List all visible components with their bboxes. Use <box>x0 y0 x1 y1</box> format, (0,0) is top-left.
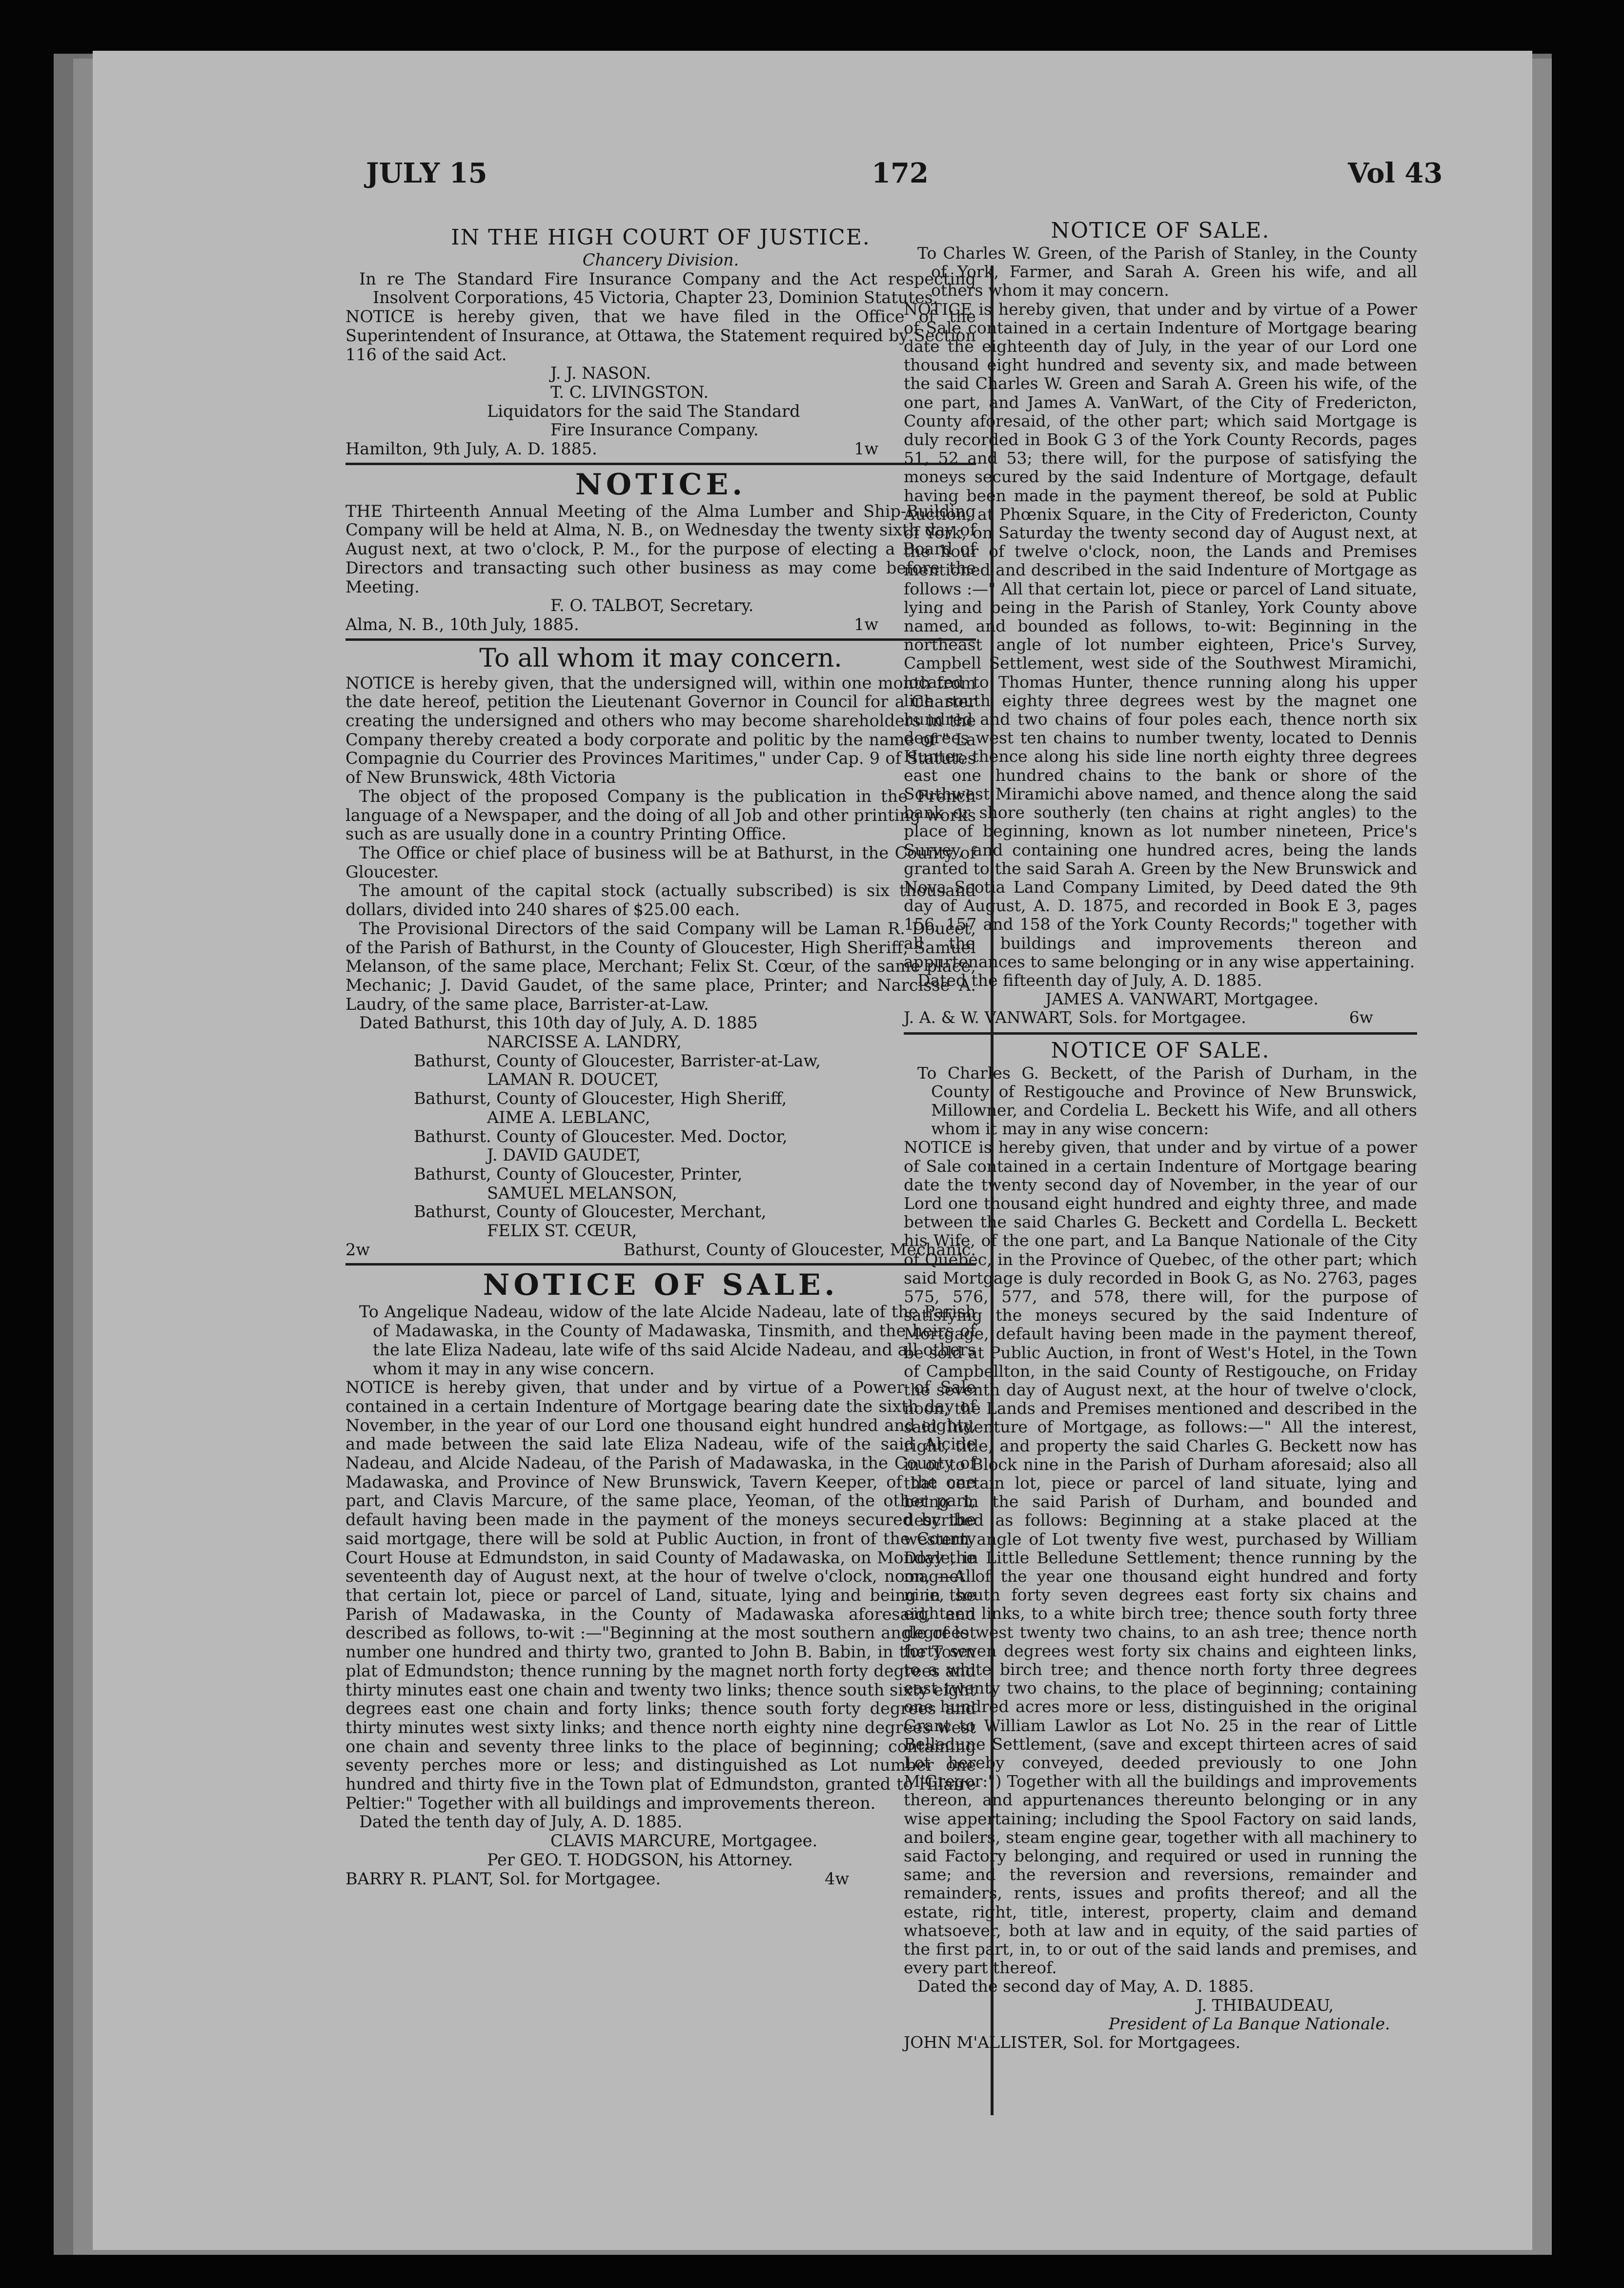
concern-name-4: J. DAVID GAUDET, <box>487 1145 641 1165</box>
concern-p2: The object of the proposed Company is the publication in the French language of a Newspaper, and the doing of all Job and other printing works such as are usually done in a country Printing Office. <box>345 786 976 844</box>
green-solicitor: J. A. & W. VANWART, Sols. for Mortgagee. <box>904 1008 1246 1027</box>
green-tag: 6w <box>1349 1008 1373 1027</box>
concern-p5: The Provisional Directors of the said Company will be Laman R. Doucet, of the Parish of Bathurst, in the County of Gloucester, High Sheriff; Samuel Melanson, of the same place, Merchant; Felix St. Cœur, of the same place, Mechanic; J. David Gaudet, of the same place, Printer; and Narcisse A. Laudry, of the same place, Barrister-at-Law. <box>345 919 976 1014</box>
rule-2 <box>345 638 976 641</box>
concern-desc-4: Bathurst, County of Gloucester, Printer, <box>414 1164 743 1184</box>
beckett-dated: Dated the second day of May, A. D. 1885. <box>917 1977 1254 1996</box>
notice-to-all-concern <box>345 643 976 1260</box>
concern-desc-6: Bathurst, County of Gloucester, Mechanic. <box>623 1240 976 1259</box>
alma-tag: 1w <box>854 614 878 634</box>
alma-dated: Alma, N. B., 10th July, 1885. <box>345 614 579 634</box>
nadeau-solicitor: BARRY R. PLANT, Sol. for Mortgagee. <box>345 1869 661 1888</box>
high-court-company: Fire Insurance Company. <box>550 420 759 440</box>
beckett-to: To Charles G. Beckett, of the Parish of Durham, in the County of Restigouche and Province of New Brunswick, Millowner, and Cordelia L. Beckett his Wife, and all others whom it may in any wise concern: <box>917 1063 1417 1139</box>
header-volume: Vol 43 <box>1348 157 1443 189</box>
header-date: JULY 15 <box>366 157 487 189</box>
nadeau-tag: 4w <box>825 1869 849 1888</box>
green-sol-row <box>904 1008 1417 1027</box>
nadeau-dated: Dated the tenth day of July, A. D. 1885. <box>359 1812 683 1832</box>
high-court-dated-row <box>345 440 976 459</box>
rule-1 <box>345 463 976 465</box>
nadeau-to: To Angelique Nadeau, widow of the late Alcide Nadeau, late of the Parish of Madawaska, in the County of Madawaska, Tinsmith, and the heirs of the late Eliza Nadeau, late wife of ths said Alcide Nadeau, and all others whom it may in any wise concern. <box>359 1302 976 1378</box>
beckett-solicitor: JOHN M'ALLISTER, Sol. for Mortgagees. <box>904 2033 1240 2052</box>
notice-sale-green <box>904 218 1417 1027</box>
beckett-body: NOTICE is hereby given, that under and by virtue of a power of Sale contained in a certain Indenture of Mortgage bearing date the twenty second day of November, in the year of our Lord one thousand eight hundred and eighty three, and made between the said Charles G. Beckett and Cordella L. Beckett his Wife, of the one part, and La Banque Nationale of the City of Quebec, in the Province of Quebec, of the other part; which said Mortgage is duly recorded in Book G, as No. 2763, pages 575, 576, 577, and 578, there will, for the purpose of satisfying the moneys secured by the said Indenture of Mortgage, default having been made in the payment thereof, be sold at Public Auction, in front of West's Hotel, in the Town of Campbellton, in the said County of Restigouche, on Friday the seventh day of August next, at the hour of twelve o'clock, noon, the Lands and Premises mentioned and described in the said Indenture of Mortgage, as follows:—" All the interest, right, title, and property the said Charles G. Beckett now has in or to Block nine in the Parish of Durham aforesaid; also all that certain lot, piece or parcel of land situate, lying and being in the said Parish of Durham, and bounded and described as follows: Beginning at a stake placed at the western angle of Lot twenty five west, purchased by William Doyle, in Little Belledune Settlement; thence running by the magnet of the year one thousand eight hundred and forty nine, south forty seven degrees east forty six chains and eighteen links, to a white birch tree; thence south forty three degrees west twenty two chains, to an ash tree; thence north forty seven degrees west forty six chains and eighteen links, to a white birch tree; and thence north forty three degrees east twenty two chains, to the place of beginning; containing one hundred acres more or less, distinguished in the original Grant to William Lawlor as Lot No. 25 in the rear of Little Belledune Settlement, (save and except thirteen acres of said Lot hereby conveyed, deeded previously to one John M'Gregor:") Together with all the buildings and improvements thereon, and appurtenances thereunto belonging or in any wise appertaining; including the Spool Factory on said lands, and boilers, steam engine gear, together with all machinery to said Factory belonging, and required or used in running the same; and the reversion and reversions, remainder and remainders, rents, issues and profits thereof; and all the estate, right, title, interest, property, claim and demand whatsoever, both at law and in equity, of the said parties of the first part, in, to or out of the said lands and premises, and every part thereof. <box>904 1138 1417 1978</box>
newspaper-page <box>93 51 1532 2250</box>
right-column <box>904 218 1417 2052</box>
green-to: To Charles W. Green, of the Parish of Stanley, in the County of York, Farmer, and Sarah A. Green his wife, and all others whom it may concern. <box>917 244 1417 300</box>
concern-name-2: LAMAN R. DOUCET, <box>487 1070 659 1089</box>
high-court-heading: IN THE HIGH COURT OF JUSTICE. <box>451 225 871 250</box>
concern-desc-2: Bathurst, County of Gloucester, High Sheriff, <box>414 1089 787 1108</box>
concern-tag: 2w <box>345 1240 370 1259</box>
concern-name-5: SAMUEL MELANSON, <box>487 1183 677 1203</box>
notice-high-court <box>345 225 976 459</box>
high-court-dated: Hamilton, 9th July, A. D. 1885. <box>345 439 597 459</box>
notice-sale-nadeau <box>345 1267 976 1888</box>
green-dated: Dated the fifteenth day of July, A. D. 1885. <box>917 970 1262 990</box>
high-court-sig-nason: J. J. NASON. <box>550 364 651 383</box>
high-court-sig-livingston: T. C. LIVINGSTON. <box>550 382 709 402</box>
high-court-re: In re The Standard Fire Insurance Company and the Act respecting Insolvent Corporations, 45 Victoria, Chapter 23, Dominion Statutes. <box>359 269 976 307</box>
nadeau-sig-marcure: CLAVIS MARCURE, Mortgagee. <box>550 1831 818 1851</box>
green-signature: JAMES A. VANWART, Mortgagee. <box>1045 989 1319 1009</box>
notice-alma-meeting <box>345 467 976 634</box>
high-court-body: NOTICE is hereby given, that we have filed in the Office of the Superintendent of Insurance, at Ottawa, the Statement required by Section 116 of the said Act. <box>345 307 976 364</box>
notice-sale-beckett <box>904 1038 1417 2052</box>
concern-p3: The Office or chief place of business will be at Bathurst, in the County of Gloucester. <box>345 843 976 881</box>
high-court-liquidators: Liquidators for the said The Standard <box>487 401 800 421</box>
concern-name-6: FELIX ST. CŒUR, <box>487 1221 637 1241</box>
green-body: NOTICE is hereby given, that under and by virtue of a Power of Sale contained in a certain Indenture of Mortgage bearing date the eighteenth day of July, in the year of our Lord one thousand eight hundred and seventy six, and made between the said Charles W. Green and Sarah A. Green his wife, of the one part, and James A. VanWart, of the City of Fredericton, County aforesaid, of the other part; which said Mortgage is duly recorded in Book G 3 of the York County Records, pages 51, 52 and 53; there will, for the purpose of satisfying the moneys secured by the said Indenture of Mortgage, default having been made in the payment thereof, be sold at Public Auction, at Phœnix Square, in the City of Fredericton, County of York, on Saturday the twenty second day of August next, at the hour of twelve o'clock, noon, the Lands and Premises mentioned and described in the said Indenture of Mortgage as follows :—" All that certain lot, piece or parcel of Land situate, lying and being in the Parish of Stanley, York County above named, and bounded as follows, to-wit: Beginning in the northeast angle of lot number eighteen, Price's Survey, Campbell Settlement, west side of the Southwest Miramichi, located to Thomas Hunter, thence running along his upper line south eighty three degrees west by the magnet one hundred and two chains of four poles each, thence north six degrees west ten chains to number twenty, located to Dennis Hunter, thence along his side line north eighty three degrees east one hundred chains to the bank or shore of the Southwest Miramichi above named, and thence along the said bank or shore southerly (ten chains at right angles) to the place of beginning, known as lot number nineteen, Price's Survey, and containing one hundred acres, being the lands granted to the said Sarah A. Green by the New Brunswick and Nova Scotia Land Company Limited, by Deed dated the 9th day of August, A. D. 1875, and recorded in Book E 3, pages 156, 157 and 158 of the York County Records;" together with all the buildings and improvements thereon and appurtenances to same belonging or in any wise appertaining. <box>904 299 1417 971</box>
alma-dated-row <box>345 615 976 634</box>
alma-signature: F. O. TALBOT, Secretary. <box>550 596 754 615</box>
rule-3 <box>345 1263 976 1266</box>
concern-dated: Dated Bathurst, this 10th day of July, A. D. 1885 <box>359 1013 758 1033</box>
left-column <box>345 225 976 1888</box>
nadeau-body: NOTICE is hereby given, that under and by virtue of a Power of Sale contained in a certain Indenture of Mortgage bearing date the sixth day of November, in the year of our Lord one thousand eight hundred and eighty, and made between the said late Eliza Nadeau, wife of the said Alcide Nadeau, and Alcide Nadeau, of the Parish of Madawaska, in the County of Madawaska, and Province of New Brunswick, Tavern Keeper, of the one part, and Clavis Marcure, of the same place, Yeoman, of the other part, default having been made in the payment of the moneys secured by the said mortgage, there will be sold at Public Auction, in front of the County Court House at Edmundston, in said County of Madawaska, on Monday the seventeenth day of August next, at the hour of twelve o'clock, noon, —All that certain lot, piece or parcel of Land, situate, lying and being in the Parish of Madawaska, in the County of Madawaska aforesaid, and described as follows, to-wit :—"Beginning at the most southern angle of lot number one hundred and thirty two, granted to John B. Babin, in the Town plat of Edmundston; thence running by the magnet north forty degrees and thirty minutes east one chain and twenty two links; thence south sixty eight degrees east one chain and forty links; thence south forty degrees and thirty minutes west sixty links; and thence north eighty nine degrees west one chain and seventy three links to the place of beginning; containing seventy perches more or less; and distinguished as Lot number one hundred and thirty five in the Town plat of Edmundston, granted to Hilaire Peltier:" Together with all buildings and improvements thereon. <box>345 1378 976 1813</box>
beckett-sig-thibaudeau: J. THIBAUDEAU, <box>1197 1995 1334 2015</box>
concern-last-row <box>345 1241 976 1260</box>
green-heading: NOTICE OF SALE. <box>1051 218 1270 243</box>
alma-body: THE Thirteenth Annual Meeting of the Alma Lumber and Ship-Building Company will be held at Alma, N. B., on Wednesday the twenty sixth day of August next, at two o'clock, P. M., for the purpose of electing a Board of Directors and transacting such other business as may come before the Meeting. <box>345 501 976 596</box>
concern-p1: NOTICE is hereby given, that the undersigned will, within one month from the date hereof, petition the Lieutenant Governor in Council for a Charter creating the undersigned and others who may become shareholders in the Company thereby created a body corporate and politic by the name of " La Compagnie du Courrier des Provinces Maritimes," under Cap. 9 of Statutes of New Brunswick, 48th Victoria <box>345 673 976 787</box>
concern-heading: To all whom it may concern. <box>479 643 842 673</box>
concern-desc-5: Bathurst, County of Gloucester, Merchant, <box>414 1202 767 1222</box>
nadeau-sol-row <box>345 1870 976 1889</box>
concern-name-3: AIME A. LEBLANC, <box>487 1107 650 1127</box>
nadeau-heading: NOTICE OF SALE. <box>483 1268 839 1303</box>
beckett-sig-president: President of La Banque Nationale. <box>1109 2014 1390 2033</box>
high-court-tag: 1w <box>854 439 878 459</box>
concern-desc-3: Bathurst. County of Gloucester. Med. Doctor, <box>414 1126 788 1146</box>
alma-heading: NOTICE. <box>575 467 747 502</box>
concern-p4: The amount of the capital stock (actually subscribed) is six thousand dollars, divided into 240 shares of $25.00 each. <box>345 881 976 919</box>
high-court-division: Chancery Division. <box>582 250 739 269</box>
concern-desc-1: Bathurst, County of Gloucester, Barrister-at-Law, <box>414 1051 821 1070</box>
concern-name-1: NARCISSE A. LANDRY, <box>487 1032 682 1052</box>
header-page-number: 172 <box>872 157 929 189</box>
nadeau-sig-hodgson: Per GEO. T. HODGSON, his Attorney. <box>487 1850 793 1869</box>
rule-right <box>904 1032 1417 1035</box>
beckett-heading: NOTICE OF SALE. <box>1051 1038 1270 1063</box>
